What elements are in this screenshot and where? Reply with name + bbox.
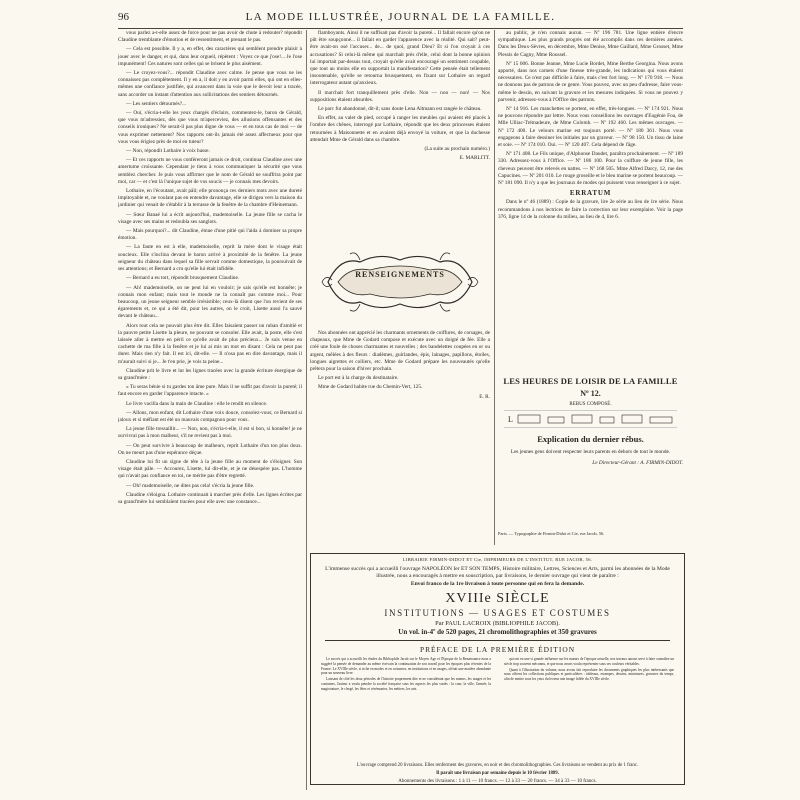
renseignements-title: RENSEIGNEMENTS bbox=[355, 270, 445, 279]
paragraph: Le livre vacilla dans la main de Claudine : elle le rendit en silence. bbox=[126, 400, 268, 407]
rebus-explanation-text: Les jeunes gens doivent respecter leurs parents en dehors de tout le monde. bbox=[510, 449, 671, 455]
paragraph: — Cela est possible. Il y a, en effet, des caractères qui semblent prendre plaisir à jouer avec le danger, et qui, dans leur orgueil, répètent : Voyez ce que j'ose!... Je l'ose impunément! Ces natures sont celles qui se brisent le plus aisément. bbox=[118, 46, 302, 67]
paragraph: Le succès qui a accueilli les études du Bibliophile Jacob sur le Moyen Âge et l'Époque de la Renaissance nous a suggéré la pensée de demander au même écrivain la continuation de son travail pour les époques plus récentes de la France. Le XVIIIe siècle, si riche en modes et en costumes, en institutions et en usages, offrait une matière abondante pour un nouveau livre. bbox=[321, 657, 491, 676]
imprint-line: Paris. — Typographie de Firmin-Didot et Cie, rue Jacob, 56. bbox=[498, 531, 605, 536]
ad-prices: Abonnements des livraisons : 1 à 11 — 10 francs. — 12 à 33 — 20 francs. — 34 à 33 — 10 francs. bbox=[398, 779, 597, 784]
ad-subtitle: INSTITUTIONS — USAGES ET COSTUMES bbox=[384, 608, 611, 618]
paragraph: Nº 15 006. Bonne Jeanne, Mme Lucie Bordet, Mme Berthe Georgina. Nous avons apporté, dans nos carnets d'une finesse très-grande, les indications qui vous étaient nécessaires. Ce n'est pas difficile à faire, mais c'est fort long. — Nº 170 918. — Nous ne donnons pas de patrons de ce genre. Vous pouvez, avec un peu d'adresse, faire vous-même le dessin, en suivant la gravure et les mesures indiquées. Si vous ne pouvez y parvenir, adressez-vous à l'Office des patrons. bbox=[498, 60, 683, 103]
column-rule bbox=[494, 30, 495, 545]
ad-preface-title: PRÉFACE DE LA PREMIÈRE ÉDITION bbox=[419, 645, 576, 654]
paragraph: Claudine prit le livre et lut les lignes tracées avec la grande écriture énergique de sa grand'mère : bbox=[118, 367, 302, 381]
paragraph: Le port est à la charge du destinataire. bbox=[318, 375, 399, 382]
ad-preface-columns bbox=[321, 657, 674, 761]
ad-footer-note: L'ouvrage comprend 20 livraisons. Elles renferment des gravures, en noir et des chromolithographies. Ces livraisons se vendent au prix de 1 franc. bbox=[356, 763, 639, 768]
director-signature: Le Directeur-Gérant : A. FIRMIN-DIDOT. bbox=[592, 460, 683, 466]
ad-volume: Un vol. in-4º de 520 pages, 21 chromolithographies et 350 gravures bbox=[398, 628, 597, 636]
paragraph: Laissant de côté les deux périodes de l'histoire proprement dite et ne considérant que les mœurs, les usages et les coutumes, l'auteur a voulu peindre la société française sous les aspects les plus variés : la cour, la ville, l'armée, la magistrature, le clergé, les fêtes et cérémonies, les métiers, les arts. bbox=[321, 677, 491, 691]
paragraph: vous parlez a-t-elle assez de force pour ne pas avoir de chute à redouter? répondit Claudine tremblante d'émotion et de ressentiment, et prenant le pas. bbox=[118, 30, 302, 44]
paragraph: — Bernard a eu tort, répondit brusquement Claudine. bbox=[126, 275, 240, 282]
novel-column-middle bbox=[310, 30, 490, 248]
paragraph: Nº 171 408. Le Fils unique, d'Alphonse Daudet, paraîtra prochainement. — Nº 189 330. Adressez-vous à l'Office. — Nº 186 100. Pour la coiffure de jeune fille, les cheveux peuvent être relevés en nattes. — Nº 168 505. Mme Alfred Darcy, 12, rue des Capucines. — Nº 201 010. Le rouge groseille et le bleu marine se portent beaucoup. — Nº 181 090. Il n'y a que les journaux de modes qui puissent vous renseigner à ce sujet. bbox=[498, 151, 683, 187]
ornament-banner-icon bbox=[320, 250, 480, 314]
heures-title: LES HEURES DE LOISIR DE LA FAMILLE bbox=[503, 376, 678, 386]
paragraph: — Oh! mademoiselle, ne dites pas cela! s'écria la jeune fille. bbox=[126, 482, 255, 489]
paragraph: Il marchait fort tranquillement près d'elle. Non — non — non! — Nos suppositions étaient absurdes. bbox=[310, 89, 490, 103]
running-title: LA MODE ILLUSTRÉE, JOURNAL DE LA FAMILLE. bbox=[245, 11, 556, 23]
paragraph: — Mais pourquoi?... dit Claudine, émue d'une pitié qui l'aida à dominer sa propre émotion. bbox=[118, 228, 302, 242]
ad-publisher: LIBRAIRIE FIRMIN-DIDOT ET Cie, IMPRIMEURS DE L'INSTITUT, RUE JACOB, 56. bbox=[402, 557, 593, 562]
paragraph: Le parc fut abandonné, dit-il; sans doute Lena Altmann est rangée le château. bbox=[318, 106, 482, 113]
ad-offer: Envoi franco de la 1re livraison à toute personne qui en fera la demande. bbox=[410, 581, 585, 587]
heures-number: Nº 12. bbox=[580, 389, 601, 398]
ad-intro: L'immense succès qui a accueilli l'ouvrage NAPOLÉON Ier ET SON TEMPS, Histoire militaire, Lettres, Sciences et Arts, parmi les abonnées de la Mode illustrée, nous a encouragés à mettre en souscription, par livraisons, le dernier ouvrage qui vient de paraître : bbox=[325, 566, 670, 579]
rebus-label: REBUS COMPOSÉ. bbox=[569, 402, 612, 407]
column-rule bbox=[306, 30, 307, 790]
paragraph: « Tu seras bénie si tu gardes ton âme pure. Mais il ne suffit pas d'avoir la pureté; il faut encore en garder l'apparence intacte. » bbox=[118, 384, 302, 398]
paragraph: — Et ces rapports ne vous conféreront jamais ce droit, continua Claudine avec une amertume croissante. Cependant je tiens à vous communiquer la sécurité que vous semblez chercher. Je puis vous affirmer que le nom de Gérald ne souffrira point par moi, car — et c'est là l'unique sujet de vos soucis — je connais mes devoirs. bbox=[118, 157, 302, 185]
paragraph: — On peut survivre à beaucoup de malheurs, reprit Lothaire d'un ton plus doux. On ne meurt pas d'une espérance déçue. bbox=[118, 442, 302, 456]
correspondence-column bbox=[498, 30, 683, 375]
ad-footer-date: Il paraît une livraison par semaine depuis le 10 février 1889. bbox=[436, 771, 559, 776]
paragraph: — Non, répondit Lothaire à voix basse. bbox=[126, 148, 210, 155]
paragraph: En effet, au valet de pied, occupé à ranger les meubles qui avaient été placés à l'ombre des chênes, interrogé par Lothaire, répondit que les deux princesses étaient retournées à Maisonnette et en avaient déjà envoyé la voiture, et que la duchesse attendait Mme de Gérald dans sa chambre. bbox=[310, 115, 490, 143]
paragraph: Claudine lui fit un signe de tête à la jeune fille au moment de s'éloigner. Son visage était pâle. — Accourez, Lisette, lui dit-elle, et je ne désespère pas. L'homme qui n'avait pas confiance en toi, ne mérite pas d'être regretté. bbox=[118, 458, 302, 480]
paragraph: Quant à l'illustration du volume, nous avons fait reproduire les documents graphiques les plus intéressants que nous offrent les collections publiques et particulières : tableaux, estampes, dessins, miniatures, gravures du temps, afin de mettre sous les yeux du lecteur une image fidèle du XVIIIe siècle. bbox=[504, 667, 674, 682]
ad-divider bbox=[325, 640, 670, 641]
novel-column-left bbox=[118, 30, 302, 790]
rebus-explanation-title: Explication du dernier rébus. bbox=[537, 434, 644, 444]
heures-de-loisir-section bbox=[498, 376, 683, 526]
erratum-title: ERRATUM bbox=[569, 189, 612, 198]
paragraph: — Sœur Banaé lui a écrit aujourd'hui, mademoiselle. La jeune fille se cacha le visage avec ses mains et redoubla ses sanglots. bbox=[118, 211, 302, 225]
advertisement-box bbox=[310, 553, 685, 785]
page-number: 96 bbox=[118, 11, 129, 23]
svg-text:L: L bbox=[508, 415, 513, 424]
paragraph: au public, je n'en connais aucun. — Nº 196 781. Une ligne entière d'encre sympathique. Les plus grands progrès ont été accomplis dans ces dernières années. Dans les Deux-Sèvres, en décembre, Mme Denise, Mme Gaillard, Mme Grosset, Mme Plessis de Cagny, Mme Roussel. bbox=[498, 30, 683, 58]
paragraph: — Oui, s'écria-t-elle les yeux chargés d'éclairs, commentez-le, baron de Gérald, que vous m'adressiez, dès que vous m'aperceviez, des allusions offensantes et des conseils ironiques? Ne serait-il pas plus digne de vous — et en tous cas de moi — de vous exprimer nettement? Nos rapports ont-ils jamais été assez affectueux pour que vous vous érigiez près de moi en tuteur? bbox=[118, 110, 302, 145]
paragraph: — Le croyez-vous?... répondit Claudine avec calme. Je pense que vous ne les connaissez pas complètement. Il y en a, il doit y en avoir parmi elles, qui ont en elles-mêmes une confiance justifiée, qui avancent dans la voie que le devoir leur a tracée, sans accorder un instant d'attention aux sollicitations des sentiers détournés. bbox=[118, 70, 302, 98]
paragraph: — Allons, mon enfant, dit Lothaire d'une voix douce, consolez-vous; ce Bernard si jaloux et si méfiant est été un mauvais compagnon pour vous. bbox=[118, 409, 302, 423]
ad-title: XVIIIe SIÈCLE bbox=[445, 591, 550, 606]
paragraph: Lothaire, en l'écoutant, avait pâli; elle prononça ces derniers mots avec une dureté impitoyable et, ne voulant pas en entendre davantage, elle se dirigea vers la maison du jardinier qui venait de s'établir à la terrasse de la fenêtre de la chambre d'Heinemann. bbox=[118, 188, 302, 209]
rebus-image bbox=[504, 410, 677, 428]
paragraph: Mme de Godard habite rue du Chemin-Vert, 125. bbox=[318, 384, 423, 391]
paragraph: — La faute en est à elle, mademoiselle, reprit la mère dont le visage était soucieux. Elle s'inclina devant le baron arrivé à proximité de la fenêtre. La jeune seigneur du château dans lequel sa fille servait comme domestique, la poursuivait de ses attentions; et Bernard a cru qu'elle lui était infidèle. bbox=[118, 244, 302, 273]
paragraph: — Ah! mademoiselle, on ne peut lui en vouloir; je sais qu'elle est honnête; je connais mon enfant; mais tout le monde ne la connaît pas comme moi... Pour beaucoup, un jeune seigneur semble irrésistible; ceux-là disent que l'on revient de ses égarements et, ce qui a été dit, pour les autres, on le croit, Lisette aussi l'a sauvé devant le château... bbox=[118, 284, 302, 320]
author-signature: E. MARLITT. bbox=[459, 155, 490, 162]
paragraph: Claudine s'éloigna. Lothaire continuait à marcher près d'elle. Les lignes écrites par sa grand'mère lui semblaient tracées pour elle avec une constance... bbox=[118, 491, 302, 505]
renseignements-signature: E. R. bbox=[479, 393, 490, 400]
renseignements-banner bbox=[320, 250, 480, 314]
to-be-continued: (La suite au prochain numéro.) bbox=[424, 146, 490, 153]
ad-preface-left bbox=[321, 657, 491, 761]
paragraph: Nos abonnées ont apprécié les charmants ornements de coiffures, de corsages, de chapeaux, que Mme de Godard compose et exécute avec un doigté de fée. Elle a créé une foule de choses charmantes et nouvelles ; des bandelettes coupées en or ou argent, mêlées à des fleurs : diadèmes, guirlandes, épis, lainages, papillons, étoiles, longues aigrettes et colliers, etc. Mme de Godard prépare les nouveautés qu'elle prêtera pour la saison d'hiver prochain. bbox=[310, 330, 490, 373]
paragraph: Nº 14 916. Les manchettes se portent, en effet, très-longues. — Nº 174 921. Nous ne pouvons répondre par lettre. Nous vous conseillons les ouvrages d'Eugénie Foa, de Mlle Ulliac-Trémadeure, de Mme Colomb. — Nº 192 460. Les mêmes ouvrages. — Nº 172 400. Le velours marine est toujours porté. — Nº 180 361. Nous vous engageons à faire dessiner les initiales par un graveur. — Nº 98 150. Un tissu de laine et soie. — Nº 174 010. Oui. — Nº 120 407. Cela dépend de l'âge. bbox=[498, 106, 683, 149]
paragraph: — Les sentiers détournés?... bbox=[126, 100, 187, 107]
ad-preface-right bbox=[504, 657, 674, 761]
paragraph: flamboyants. Ainsi il ne suffisait pas d'avoir la pureté... Il fallait encore qu'on ne pût être soupçonné... il fallait en garder l'apparence avec la réalité. Qui sait? peut-être avait-on osé l'accuser... de... de quoi, grand Dieu? Et si l'on croyait à ces accusations? Si celui-là même qui marchait près d'elle, celui dont la bonne opinion lui importait par-dessus tout, croyait qu'elle avait encouragé un sentiment coupable, que tout au moins elle en supportait la manifestation? Cette pensée était tellement insoutenable, qu'elle se retourna brusquement, en fixant sur Lothaire un regard interrogateur autant qu'anxieux. bbox=[310, 30, 490, 87]
paragraph: qui ont eu une si grande influence sur les mœurs de l'époque actuelle, nos travaux auront servi à faire connaître un siècle trop souvent méconnu, et que nous avons voulu représenter sous ses couleurs véritables. bbox=[504, 657, 674, 666]
erratum-text: Dans le nº 46 (1889) : Copie de la gravure, lire 2e série au lieu de 1re série. Nous recommandons à nos lectrices de faire la correction sur leur exemplaire. Voir la page 376, ligne 14 de la colonne du milieu, au lieu de 4, lire 6. bbox=[498, 199, 683, 220]
paragraph: Alors tout cela ne pouvait plus être dit. Elles faisaient passer un ruban d'amitié et la pauvre petite Lisette la pleure, ne pouvant se consoler. Elle avait, la poste, elle s'est laissée aller à mettre en péril ce qu'elle avait de plus précieux... Je suis venue en cachette de ma fille à la fenêtre et je lui ai mis un mot en disant : Cela ne peut pas durer. Mais rien n'y fait. Il est ici, dit-elle. — Il n'osa pas en dire davantage, mais il m'aurait suivi si je... Je t'en prie, je vois ta peine... bbox=[118, 322, 302, 365]
paragraph: La jeune fille tressaillit... — Non, non, s'écria-t-elle, il est si bon, si honnête! je ne survivrai pas à mon malheur, s'il ne revient pas à moi. bbox=[118, 426, 302, 440]
page-header bbox=[118, 8, 683, 29]
ad-author: Par PAUL LACROIX (BIBLIOPHILE JACOB). bbox=[435, 620, 560, 627]
renseignements-column bbox=[310, 330, 490, 416]
